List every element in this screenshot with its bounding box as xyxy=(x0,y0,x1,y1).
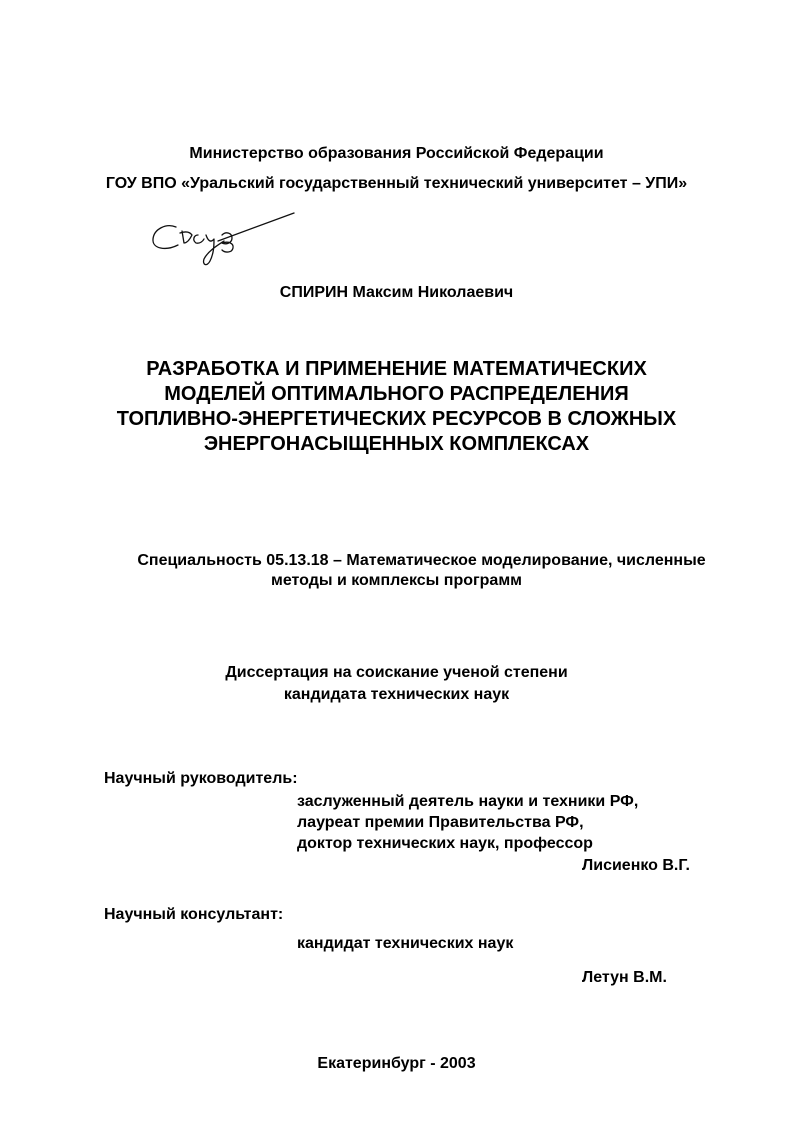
consultant-detail-1: кандидат технических наук xyxy=(297,935,514,952)
ministry-line: Министерство образования Российской Федерации xyxy=(189,145,604,162)
supervisor-label: Научный руководитель: xyxy=(104,770,298,787)
title-line-3: ТОПЛИВНО-ЭНЕРГЕТИЧЕСКИХ РЕСУРСОВ В СЛОЖНЫХ xyxy=(116,408,677,430)
degree-line-1: Диссертация на соискание ученой степени xyxy=(225,664,568,681)
supervisor-detail-3: доктор технических наук, профессор xyxy=(297,835,593,852)
author-name: СПИРИН Максим Николаевич xyxy=(279,284,514,301)
specialty-line-1: Специальность 05.13.18 – Математическое моделирование, численные xyxy=(137,552,706,569)
supervisor-detail-1: заслуженный деятель науки и техники РФ, xyxy=(297,793,639,810)
title-line-2: МОДЕЛЕЙ ОПТИМАЛЬНОГО РАСПРЕДЕЛЕНИЯ xyxy=(164,383,629,405)
supervisor-detail-2: лауреат премии Правительства РФ, xyxy=(297,814,584,831)
consultant-label: Научный консультант: xyxy=(104,906,284,923)
city-year: Екатеринбург - 2003 xyxy=(317,1055,476,1072)
university-line: ГОУ ВПО «Уральский государственный технический университет – УПИ» xyxy=(105,175,688,192)
supervisor-name: Лисиенко В.Г. xyxy=(582,857,690,874)
title-line-1: РАЗРАБОТКА И ПРИМЕНЕНИЕ МАТЕМАТИЧЕСКИХ xyxy=(146,358,647,380)
specialty-line-2: методы и комплексы программ xyxy=(271,572,522,589)
handwritten-signature-icon xyxy=(148,205,298,280)
degree-line-2: кандидата технических наук xyxy=(283,686,510,703)
consultant-name: Летун В.М. xyxy=(582,969,667,986)
title-line-4: ЭНЕРГОНАСЫЩЕННЫХ КОМПЛЕКСАХ xyxy=(203,433,590,455)
